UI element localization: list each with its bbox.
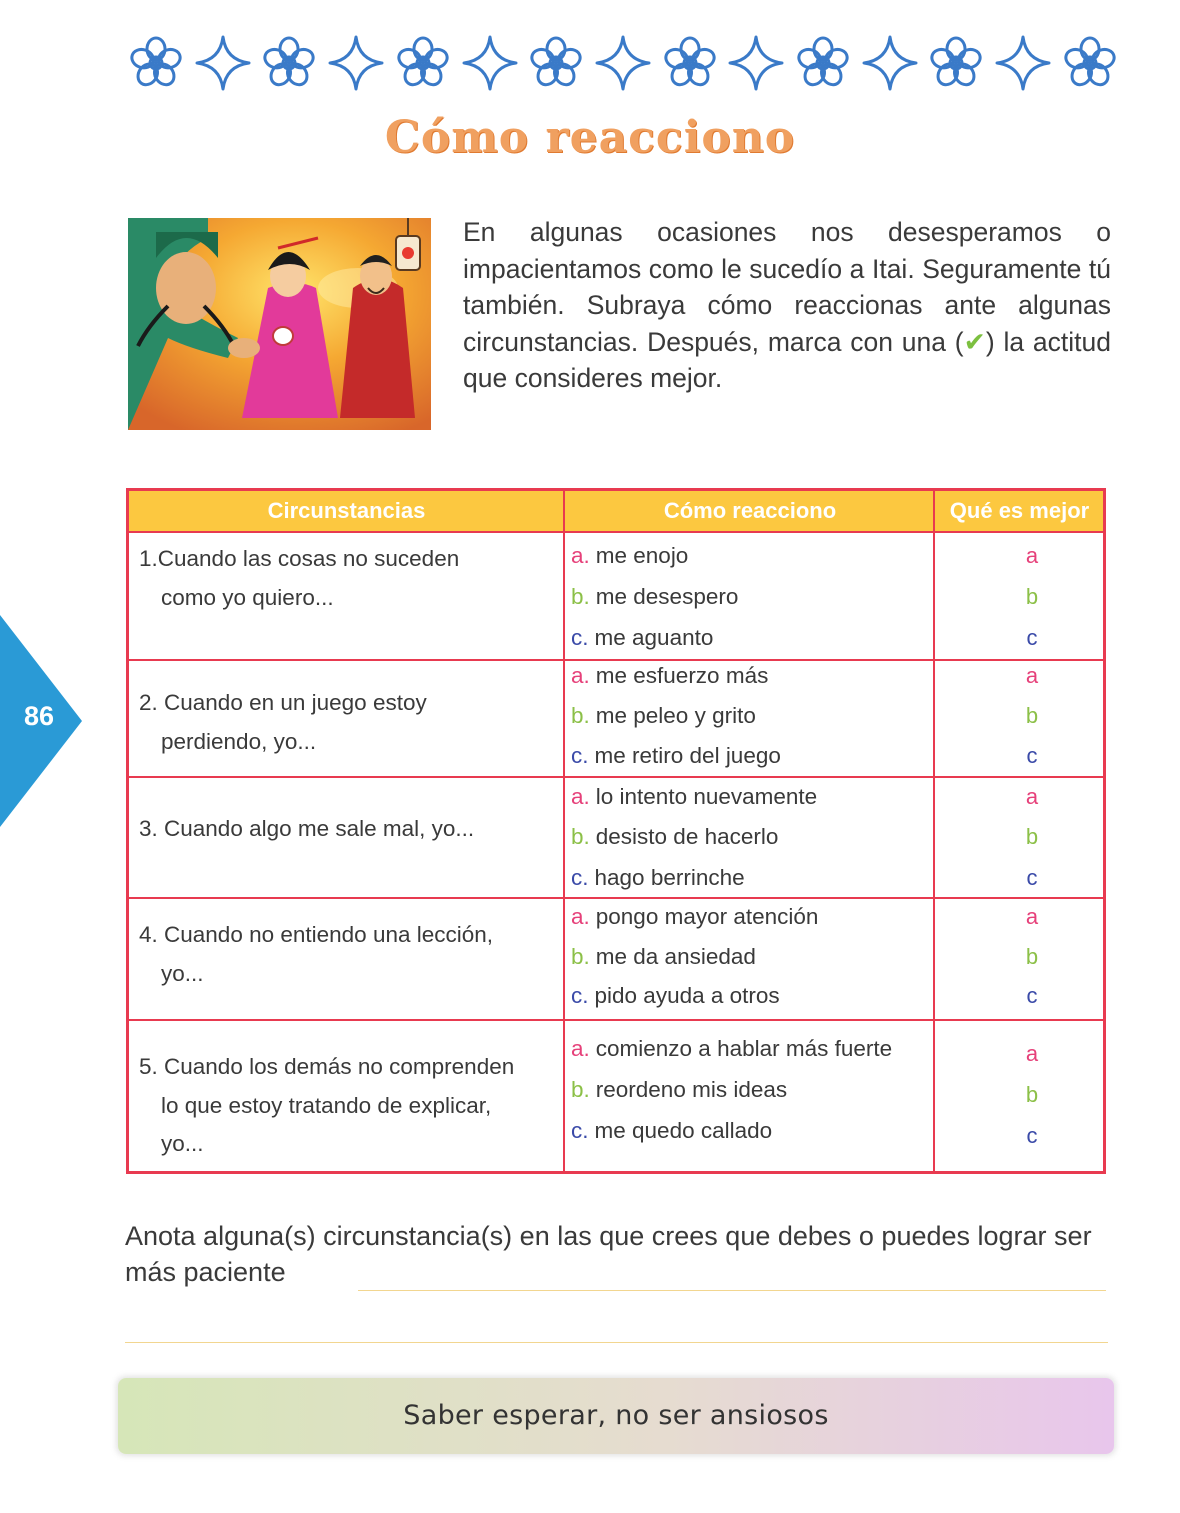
best-choice-letter[interactable]: a — [1025, 543, 1039, 568]
circumstance-line: 4. Cuando no entiendo una lección, — [139, 922, 494, 947]
option-letter: b. — [571, 944, 590, 969]
option-text: lo intento nuevamente — [595, 784, 818, 809]
circumstance-text — [139, 810, 559, 849]
reaction-option[interactable] — [571, 863, 745, 893]
best-choice-letter[interactable]: b — [1025, 703, 1039, 728]
column-divider — [563, 491, 565, 1171]
circumstance-text — [139, 684, 559, 761]
reaction-option[interactable] — [571, 623, 713, 653]
option-letter: c. — [571, 743, 589, 768]
flower-icon — [528, 35, 584, 91]
row-divider — [129, 897, 1103, 899]
circumstance-text — [139, 540, 559, 617]
table-header — [129, 491, 1103, 533]
option-letter: a. — [571, 904, 590, 929]
flower-icon — [662, 35, 718, 91]
writing-prompt: Anota alguna(s) circunstancia(s) en las que crees que debes o puedes lograr ser más paciente — [125, 1221, 1092, 1287]
reaction-option[interactable] — [571, 701, 756, 731]
reactions-table — [126, 488, 1106, 1174]
sparkle-icon — [862, 35, 918, 91]
circumstance-line: perdiendo, yo... — [161, 728, 317, 754]
option-letter: c. — [571, 865, 589, 890]
reaction-option[interactable] — [571, 902, 818, 932]
column-divider — [933, 491, 935, 1171]
sparkle-icon — [328, 35, 384, 91]
option-letter: c. — [571, 625, 589, 650]
option-letter: a. — [571, 543, 590, 568]
reaction-option[interactable] — [571, 741, 781, 771]
option-letter: a. — [571, 663, 590, 688]
circumstance-line: yo... — [161, 960, 204, 986]
option-text: me aguanto — [594, 625, 714, 650]
reaction-option[interactable] — [571, 1034, 892, 1064]
motto-banner — [118, 1378, 1114, 1454]
best-choice-letter[interactable]: a — [1025, 663, 1039, 688]
circumstance-line: lo que estoy tratando de explicar, — [161, 1092, 492, 1118]
best-choice-letter[interactable]: b — [1025, 1082, 1039, 1107]
sparkle-icon — [195, 35, 251, 91]
best-choice-letter[interactable]: c — [1026, 865, 1038, 890]
option-text: pido ayuda a otros — [594, 983, 780, 1008]
option-letter: c. — [571, 983, 589, 1008]
flower-icon — [795, 35, 851, 91]
circumstance-line: 5. Cuando los demás no comprenden — [139, 1054, 515, 1079]
sparkle-icon — [462, 35, 518, 91]
circumstance-line: 3. Cuando algo me sale mal, yo... — [139, 816, 475, 841]
best-choice-letter[interactable]: b — [1025, 824, 1039, 849]
decorative-border — [128, 32, 1118, 94]
best-choice-letter[interactable]: c — [1026, 1123, 1038, 1148]
flower-icon — [395, 35, 451, 91]
reaction-option[interactable] — [571, 981, 780, 1011]
intro-text-end: ) la actitud que consideres mejor. — [463, 326, 1111, 393]
option-text: me desespero — [595, 584, 739, 609]
option-letter: b. — [571, 1077, 590, 1102]
circumstance-line: 2. Cuando en un juego estoy — [139, 690, 427, 715]
illustration-scene — [128, 218, 431, 430]
answer-line[interactable] — [358, 1290, 1106, 1291]
sparkle-icon — [728, 35, 784, 91]
motto-text: Saber esperar, no ser ansiosos — [403, 1400, 829, 1431]
option-text: me peleo y grito — [595, 703, 756, 728]
answer-line[interactable] — [125, 1342, 1108, 1343]
intro-text-start: En algunas ocasiones nos desesperamos o impacientamos como le sucedío a Itai. Seguramente tú también. Subraya cómo reaccionas ante algunas circunstancias. Después, marca con una ( — [463, 217, 1111, 357]
option-text: reordeno mis ideas — [595, 1077, 788, 1102]
reaction-option[interactable] — [571, 661, 768, 691]
sparkle-icon — [595, 35, 651, 91]
page-number-tab — [0, 615, 84, 827]
option-text: hago berrinche — [594, 865, 745, 890]
reaction-option[interactable] — [571, 1075, 787, 1105]
option-letter: b. — [571, 584, 590, 609]
reaction-option[interactable] — [571, 822, 778, 852]
best-choice-letter[interactable]: a — [1025, 784, 1039, 809]
best-choice-letter[interactable]: b — [1025, 584, 1039, 609]
reaction-option[interactable] — [571, 782, 817, 812]
reaction-option[interactable] — [571, 1116, 772, 1146]
check-mark-icon: ✔ — [963, 326, 986, 357]
option-letter: c. — [571, 1118, 589, 1143]
best-choice-letter[interactable]: a — [1025, 904, 1039, 929]
option-letter: b. — [571, 824, 590, 849]
best-choice-letter[interactable]: c — [1026, 983, 1038, 1008]
circumstance-text — [139, 916, 559, 993]
best-choice-letter[interactable]: a — [1025, 1041, 1039, 1066]
flower-icon — [128, 35, 184, 91]
option-text: me esfuerzo más — [595, 663, 769, 688]
best-choice-letter[interactable]: b — [1025, 944, 1039, 969]
option-letter: a. — [571, 784, 590, 809]
option-text: pongo mayor atención — [595, 904, 819, 929]
option-text: comienzo a hablar más fuerte — [595, 1036, 893, 1061]
intro-paragraph — [463, 214, 1111, 397]
sparkle-icon — [995, 35, 1051, 91]
option-text: me enojo — [595, 543, 689, 568]
circumstance-line: yo... — [161, 1131, 204, 1156]
option-text: me da ansiedad — [595, 944, 756, 969]
option-text: desisto de hacerlo — [595, 824, 779, 849]
best-choice-letter[interactable]: c — [1026, 743, 1038, 768]
reaction-option[interactable] — [571, 582, 738, 612]
option-text: me quedo callado — [594, 1118, 773, 1143]
page-title: Cómo reacciono — [384, 112, 796, 163]
circumstance-line: 1.Cuando las cosas no suceden — [139, 546, 460, 571]
option-letter: b. — [571, 703, 590, 728]
page-number: 86 — [24, 701, 55, 731]
row-divider — [129, 1019, 1103, 1021]
flower-icon — [261, 35, 317, 91]
circumstance-line: como yo quiero... — [161, 584, 334, 610]
flower-icon — [1062, 35, 1118, 91]
reaction-option[interactable] — [571, 541, 688, 571]
story-illustration — [128, 218, 431, 430]
option-letter: a. — [571, 1036, 590, 1061]
option-text: me retiro del juego — [594, 743, 781, 768]
header-circumstances: Circunstancias — [267, 498, 426, 523]
reaction-option[interactable] — [571, 942, 756, 972]
header-reaction: Cómo reacciono — [663, 498, 837, 523]
row-divider — [129, 776, 1103, 778]
circumstance-text — [139, 1048, 559, 1164]
header-best: Qué es mejor — [949, 498, 1090, 523]
flower-icon — [928, 35, 984, 91]
best-choice-letter[interactable]: c — [1026, 625, 1038, 650]
